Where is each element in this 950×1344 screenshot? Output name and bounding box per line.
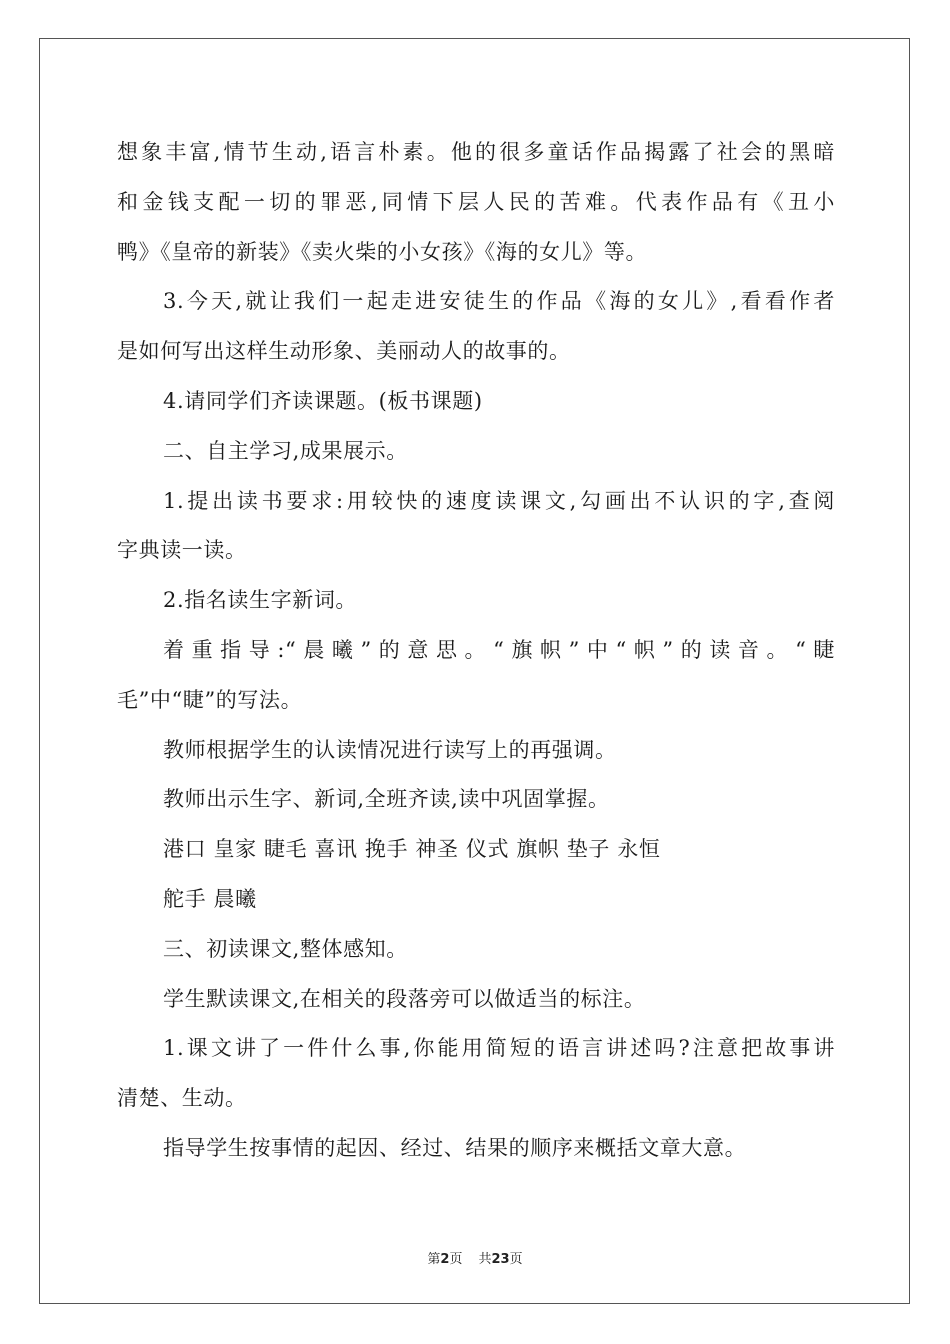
text-line: 想象丰富,情节生动,语言朴素。他的很多童话作品揭露了社会的黑暗 [117,140,835,164]
text-line: 4.请同学们齐读课题。(板书课题) [163,388,483,413]
text-line: 3.今天,就让我们一起走进安徒生的作品《海的女儿》,看看作者 [163,289,835,314]
vocabulary-line: 港口 皇家 睫毛 喜讯 挽手 神圣 仪式 旗帜 垫子 永恒 [163,837,661,862]
text-line: 2.指名读生字新词。 [163,588,358,613]
text-line: 字典读一读。 [117,538,247,563]
vocabulary-line: 舵手 晨曦 [163,886,257,911]
page-footer [0,1248,950,1267]
page-number: 2 [440,1252,450,1267]
total-prefix: 共 [478,1252,492,1267]
total-suffix: 页 [509,1252,523,1267]
text-line: 1.提出读书要求:用较快的速度读课文,勾画出不认识的字,查阅 [163,488,835,513]
total-pages: 23 [491,1252,510,1267]
text-line: 鸭》《皇帝的新装》《卖火柴的小女孩》《海的女儿》等。 [117,239,648,264]
text-line: 是如何写出这样生动形象、美丽动人的故事的。 [117,339,571,364]
text-line: 着重指导:“晨曦”的意思。“旗帜”中“帜”的读音。“睫 [163,637,835,662]
text-line: 1.课文讲了一件什么事,你能用简短的语言讲述吗?注意把故事讲 [163,1036,835,1061]
document-body [117,128,835,1174]
section-heading: 二、自主学习,成果展示。 [163,438,408,463]
text-line: 教师出示生字、新词,全班齐读,读中巩固掌握。 [163,787,610,812]
text-line: 学生默读课文,在相关的段落旁可以做适当的标注。 [163,986,646,1011]
text-line: 毛”中“睫”的写法。 [117,687,303,712]
text-line: 指导学生按事情的起因、经过、结果的顺序来概括文章大意。 [163,1135,747,1160]
page-prefix: 第 [427,1252,441,1267]
page-suffix: 页 [449,1252,463,1267]
section-heading: 三、初读课文,整体感知。 [163,936,408,961]
text-line: 教师根据学生的认读情况进行读写上的再强调。 [163,737,617,762]
text-line: 和金钱支配一切的罪恶,同情下层人民的苦难。代表作品有《丑小 [117,189,835,214]
text-line: 清楚、生动。 [117,1086,247,1111]
